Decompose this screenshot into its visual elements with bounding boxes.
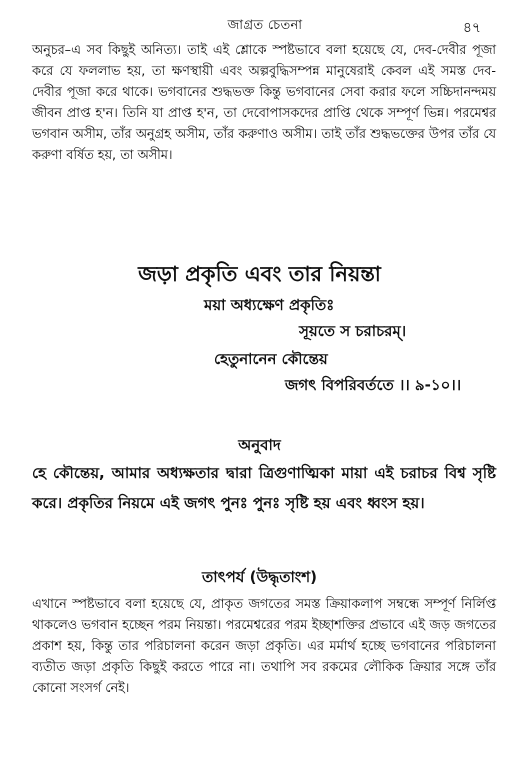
verse-line-4: জগৎ বিপরিবর্ততে ।। ৯-১০।। [285,376,462,394]
purport-heading: তাৎপর্য (উদ্ধৃতাংশ) [202,568,317,586]
verse-line-3: হেতুনানেন কৌন্তেয় [214,350,328,368]
running-title: জাগ্রত চেতনা [227,18,303,33]
page-number: ৪৭ [462,20,481,36]
verse-line-2: সূয়তে স চরাচরম্। [299,322,407,340]
purport-paragraph: এখানে স্পষ্টভাবে বলা হয়েছে যে, প্রাকৃত জগতের সমস্ত ক্রিয়াকলাপ সম্বন্ধে সম্পূর্ণ নির্লিপ্ত থাকলেও ভগবান হচ্ছেন পরম নিয়ন্তা। পরমেশ্বরের পরম ইচ্ছাশক্তির প্রভাবে এই জড় জগতের প্রকাশ হয়, কিন্তু তার পরিচালনা করেন জড়া প্রকৃতি। এর মর্মার্থ হচ্ছে ভগবানের পরিচালনা ব্যতীত জড়া প্রকৃতি কিছুই করতে পারে না। তথাপি সব রকমের লৌকিক ক্রিয়ার সঙ্গে তাঁর কোনো সংসর্গ নেই। [32,597,496,696]
intro-paragraph: অনুচর–এ সব কিছুই অনিত্য। তাই এই শ্লোকে স্পষ্টভাবে বলা হয়েছে যে, দেব-দেবীর পূজা করে যে ফললাভ হয়, তা ক্ষণস্থায়ী এবং অল্পবুদ্ধিসম্পন্ন মানুষেরাই কেবল এই সমস্ত দেব-দেবীর পূজা করে থাকে। ভগবানের শুদ্ধভক্ত কিন্তু ভগবানের সেবা করার ফলে সচ্চিদানন্দময় জীবন প্রাপ্ত হ'ন। তিনি যা প্রাপ্ত হ'ন, তা দেবোপাসকদের প্রাপ্তি থেকে সম্পূর্ণ ভিন্ন। পরমেশ্বর ভগবান অসীম, তাঁর অনুগ্রহ অসীম, তাঁর করুণাও অসীম। তাই তাঁর শুদ্ধভক্তের উপর তাঁর যে করুণা বর্ষিত হয়, তা অসীম। [32,43,496,163]
section-title: জড়া প্রকৃতি এবং তার নিয়ন্তা [138,262,381,286]
translation-text: হে কৌন্তেয়, আমার অধ্যক্ষতার দ্বারা ত্রিগুণাত্মিকা মায়া এই চরাচর বিশ্ব সৃষ্টি করে। প্রকৃতির নিয়মে এই জগৎ পুনঃ পুনঃ সৃষ্টি হয় এবং ধ্বংস হয়। [32,464,496,512]
running-header [0,16,519,36]
translation-heading: অনুবাদ [238,436,281,454]
verse-line-1: ময়া অধ্যক্ষেণ প্রকৃতিঃ [204,296,335,314]
